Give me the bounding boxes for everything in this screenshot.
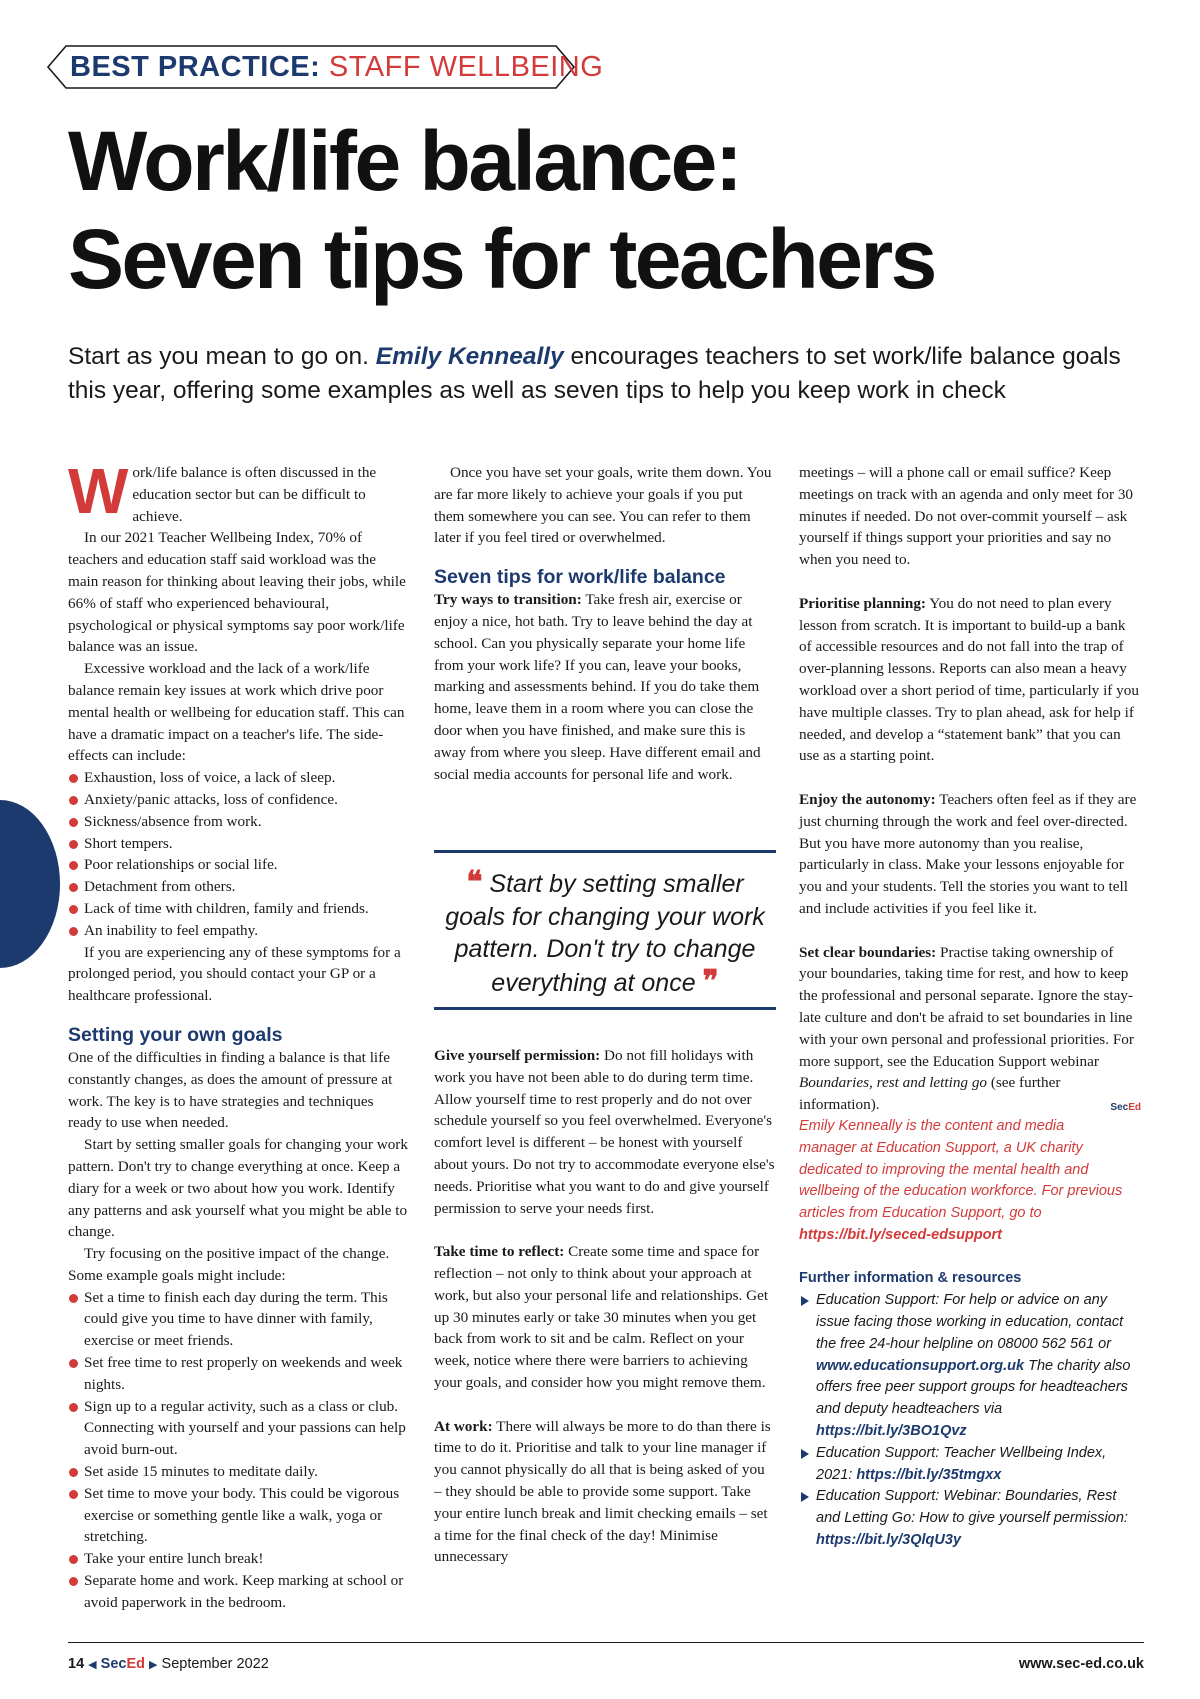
body-paragraph: meetings – will a phone call or email suffice? Keep meetings on track with an agenda and only meet for 30 minutes if needed. Do not over-commit yourself – ask yourself if things support your priorities and say no when you need to. xyxy=(799,464,1134,569)
further-info-heading: Further information & resources xyxy=(799,1270,1022,1287)
tip-transition xyxy=(434,589,776,785)
list-item: Take your entire lunch break! xyxy=(68,1548,410,1570)
subhead-setting-goals: Setting your own goals xyxy=(68,1023,283,1046)
tip-heading: Prioritise planning: xyxy=(799,594,926,612)
headline-line-1: Work/life balance: xyxy=(68,114,741,208)
intro-paragraph xyxy=(68,455,410,527)
tip-heading: Try ways to transition: xyxy=(434,591,582,609)
goals-list xyxy=(68,1287,410,1614)
triangle-right-icon: ▶ xyxy=(149,1659,158,1671)
article-column-2 xyxy=(434,462,776,785)
author-bio xyxy=(799,1116,1141,1247)
body-paragraph: If you are experiencing any of these symptoms for a prolonged period, you should contact your GP or a healthcare professional. xyxy=(68,943,401,1005)
tip-body: Do not fill holidays with work you have not been able to do during term time. Allow yourself time to rest properly and do not over schedule yourself so you feel overwhelmed. Everyone's comfort level is different – be honest with yourself about yours. Do not try to accommodate everyone else's needs. Prioritise what you want to do and give yourself permission to serve your needs first. xyxy=(434,1047,775,1217)
resource-link[interactable]: https://bit.ly/3QlqU3y xyxy=(816,1532,962,1549)
standfirst-author: Emily Kenneally xyxy=(375,343,564,370)
tip-reflect xyxy=(434,1241,776,1394)
section-tag-topic: STAFF WELLBEING xyxy=(328,51,604,83)
tip-body: You do not need to plan every lesson from scratch. It is important to build-up a bank of accessible resources and do not fall into the trap of over-planning lessons. Reports can also mean a heavy workload over a short period of time, particularly if you have multiple classes. Try to plan ahead, ask for help if needed, and develop a “statement bank” that you can use as a starting point. xyxy=(799,594,1139,765)
pull-quote-body: Start by setting smaller goals for changing your work pattern. Don't try to change everything at once xyxy=(445,870,765,997)
list-item: An inability to feel empathy. xyxy=(68,920,410,942)
bio-text: Emily Kenneally is the content and media manager at Education Support, a UK charity dedicated to improving the mental health and wellbeing of the education workforce. For previous articles from Education Support, go to xyxy=(799,1117,1123,1222)
footer-rule xyxy=(68,1642,1144,1643)
triangle-left-icon: ◀ xyxy=(88,1659,97,1671)
subhead-seven-tips: Seven tips for work/life balance xyxy=(434,566,726,589)
tip-body: Create some time and space for reflection – not only to think about your approach at work, but also your personal life and relationships. Get up 30 minutes early or take 30 minutes when you get back from work to sit and be calm. Reflect on your week, notice where there were barriers to achieving your goals, and consider how you might remove them. xyxy=(434,1243,769,1391)
resource-text: Education Support: Teacher Wellbeing Index, 2021: xyxy=(816,1444,1107,1483)
body-paragraph: Excessive workload and the lack of a work/life balance remain key issues at work which drive poor mental health or wellbeing for education staff. This can have a dramatic impact on a teacher's life. The side-effects can include: xyxy=(68,660,405,765)
standfirst xyxy=(68,340,1148,408)
tip-planning xyxy=(799,593,1141,767)
list-item: Set time to move your body. This could be vigorous exercise or something gentle like a walk, yoga or stretching. xyxy=(68,1483,410,1548)
resource-text: Education Support: Webinar: Boundaries, Rest and Letting Go: How to give yourself permission: xyxy=(816,1488,1128,1527)
tip-body: Practise taking ownership of your boundaries, taking time for rest, and how to keep the professional and personal separate. Ignore the stay-late culture and don't be afraid to set boundaries in line with your own personal and professional priorities. For more support, see the Education Support webinar xyxy=(799,943,1134,1070)
headline xyxy=(68,112,1168,308)
resources-list xyxy=(799,1290,1141,1552)
tip-boundaries xyxy=(799,942,1141,1116)
tip-heading: Take time to reflect: xyxy=(434,1243,565,1261)
brand-sec: Sec xyxy=(100,1656,127,1672)
list-item: Exhaustion, loss of voice, a lack of sleep. xyxy=(68,767,410,789)
list-item: Poor relationships or social life. xyxy=(68,854,410,876)
footer-folio xyxy=(68,1654,269,1675)
list-item: Set a time to finish each day during the term. This could give you time to have dinner with family, exercise or meet friends. xyxy=(68,1287,410,1352)
resource-item xyxy=(799,1290,1141,1443)
drop-cap: W xyxy=(68,455,129,527)
tip-at-work xyxy=(434,1416,776,1569)
tip-heading: Enjoy the autonomy: xyxy=(799,790,936,808)
pull-quote xyxy=(434,850,776,1010)
headline-line-2: Seven tips for teachers xyxy=(68,212,935,306)
resource-text: Education Support: For help or advice on any issue facing those working in education, contact the free 24-hour helpline on 08000 562 561 or xyxy=(816,1292,1124,1352)
body-paragraph: Try focusing on the positive impact of the change. Some example goals might include: xyxy=(68,1245,390,1284)
tip-heading: At work: xyxy=(434,1417,493,1435)
article-column-1 xyxy=(68,455,410,1614)
article-column-3 xyxy=(799,462,1141,1552)
resource-text: The charity also offers free peer support groups for headteachers and deputy headteachers via xyxy=(816,1357,1131,1418)
resource-link[interactable]: https://bit.ly/3BO1Qvz xyxy=(816,1423,967,1440)
tip-body: There will always be more to do than there is time to do it. Prioritise and talk to your line manager if you cannot physically do all that is being asked of you – they should be able to provide some support. Take your entire lunch break and limit checking emails – set a time for the final check of the day! Minimise unnecessary xyxy=(434,1417,771,1566)
body-paragraph: Start by setting smaller goals for changing your work pattern. Don't try to change everything at once. Keep a diary for a week or two about how you work. Identify any patterns and ask yourself what you might be able to change. xyxy=(68,1136,408,1241)
body-paragraph: Once you have set your goals, write them down. You are far more likely to achieve your goals if you put them somewhere you can see. You can refer to them later if you feel tired or overwhelmed. xyxy=(434,464,772,547)
list-item: Sickness/absence from work. xyxy=(68,811,410,833)
article-column-2-lower xyxy=(434,1045,776,1568)
pull-quote-text xyxy=(434,867,776,999)
page-number: 14 xyxy=(68,1656,85,1672)
list-item: Short tempers. xyxy=(68,833,410,855)
list-item: Anxiety/panic attacks, loss of confidence. xyxy=(68,789,410,811)
list-item: Set aside 15 minutes to meditate daily. xyxy=(68,1461,410,1483)
quote-close-icon: ❞ xyxy=(702,964,719,998)
list-item: Set free time to rest properly on weekends and week nights. xyxy=(68,1352,410,1396)
end-mark-ed: Ed xyxy=(1128,1102,1141,1114)
list-item: Lack of time with children, family and friends. xyxy=(68,898,410,920)
bio-link[interactable]: https://bit.ly/seced-edsupport xyxy=(799,1226,1003,1243)
list-item: Sign up to a regular activity, such as a class or club. Connecting with yourself and your passions can help avoid burn-out. xyxy=(68,1396,410,1461)
body-paragraph: One of the difficulties in finding a balance is that life constantly changes, as does the amount of pressure at work. The key is to have strategies and techniques ready to use when needed. xyxy=(68,1048,393,1132)
intro-text: ork/life balance is often discussed in the education sector but can be difficult to achieve. xyxy=(132,464,377,525)
footer-url[interactable]: www.sec-ed.co.uk xyxy=(1018,1656,1144,1672)
brand-ed: Ed xyxy=(126,1656,146,1672)
section-tag-text xyxy=(70,50,603,84)
section-tag-strong: BEST PRACTICE: xyxy=(70,51,321,83)
tip-heading: Set clear boundaries: xyxy=(799,943,937,961)
resource-item xyxy=(799,1443,1141,1487)
standfirst-pre: Start as you mean to go on. xyxy=(68,343,376,370)
resource-item xyxy=(799,1486,1141,1551)
tip-body-end: (see further information). xyxy=(799,1074,1061,1114)
standfirst-post: encourages teachers to set work/life balance goals this year, offering some examples as well as seven tips to help you keep work in check xyxy=(68,343,1121,404)
tip-autonomy xyxy=(799,789,1141,920)
section-tag xyxy=(46,44,604,90)
tip-heading: Give yourself permission: xyxy=(434,1047,601,1064)
resource-link[interactable]: www.educationsupport.org.uk xyxy=(816,1357,1025,1374)
tip-body: Take fresh air, exercise or enjoy a nice, hot bath. Try to leave behind the day at school. Can you physically separate your home life from your work life? If you can, leave your books, marking and assessments behind. If you do take them home, leave them in a room where you can close the door when you have finished, and make sure this is away from where you sleep. Have different email and social media accounts for personal life and work. xyxy=(434,591,761,783)
tip-body: Teachers often feel as if they are just churning through the work and feel over-directed. But you have more autonomy than you realise, particularly in class. Make your lessons enjoyable for you and your students. Tell the stories you want to tell and include activities if you feel like it. xyxy=(799,790,1137,917)
list-item: Detachment from others. xyxy=(68,876,410,898)
issue-date: September 2022 xyxy=(161,1656,269,1672)
resource-link[interactable]: https://bit.ly/35tmgxx xyxy=(856,1466,1002,1483)
webinar-title: Boundaries, rest and letting go xyxy=(799,1074,988,1092)
end-mark-sec: Sec xyxy=(1110,1102,1129,1114)
list-item: Separate home and work. Keep marking at school or avoid paperwork in the bedroom. xyxy=(68,1570,410,1614)
tip-permission xyxy=(434,1045,776,1219)
side-tab-decoration xyxy=(0,800,60,968)
body-paragraph: In our 2021 Teacher Wellbeing Index, 70% of teachers and education staff said workload was the main reason for thinking about leaving their jobs, while 66% of staff who experienced behavioural, psychological or physical symptoms say poor work/life balance was an issue. xyxy=(68,529,406,656)
symptoms-list xyxy=(68,767,410,941)
quote-open-icon: ❝ xyxy=(466,866,483,899)
end-mark-logo xyxy=(1110,1097,1141,1119)
